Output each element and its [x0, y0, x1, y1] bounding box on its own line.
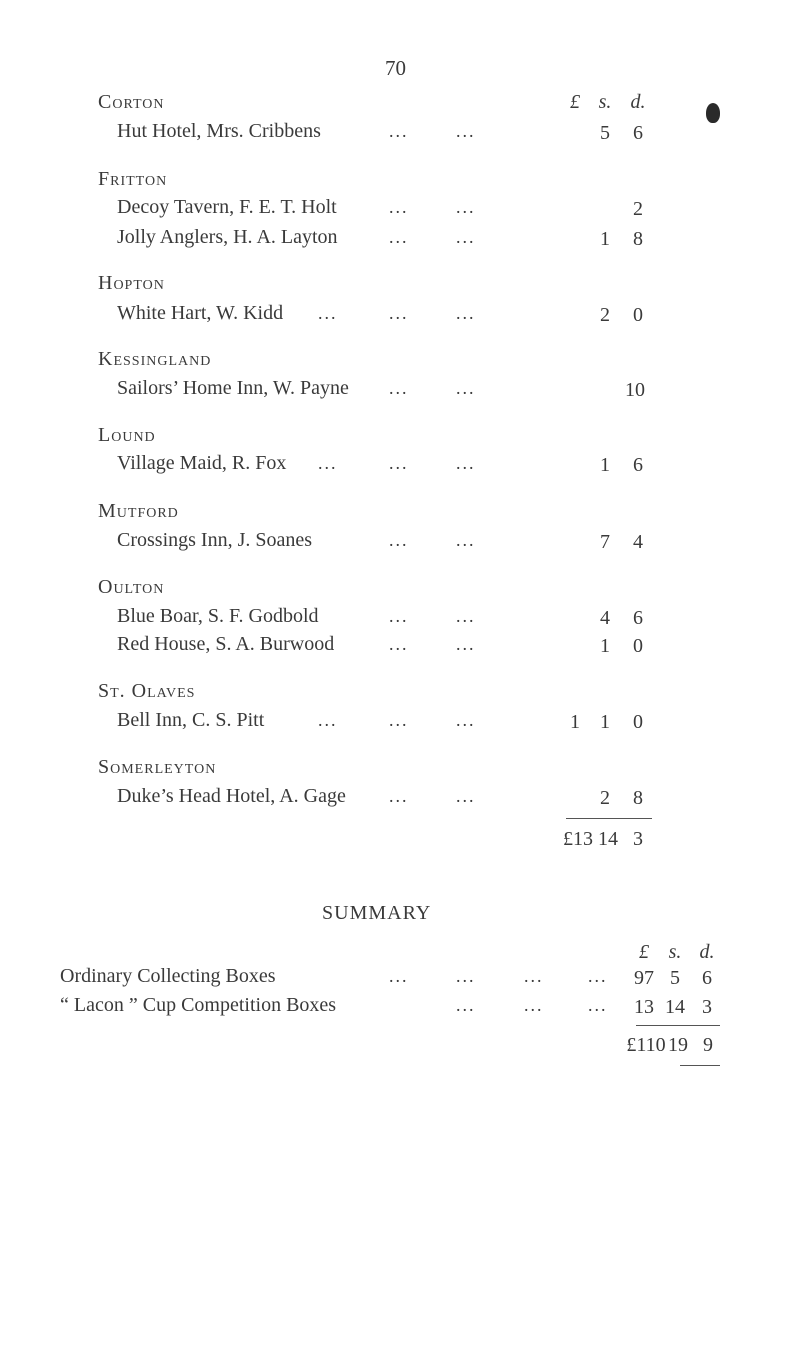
- leader-dots: ...: [389, 710, 409, 730]
- leader-dots: ...: [456, 121, 476, 141]
- section-heading-fritton: Fritton: [98, 168, 168, 190]
- leader-dots: ...: [456, 530, 476, 550]
- shillings-value: 4: [600, 607, 610, 629]
- pence-value: 6: [633, 607, 643, 629]
- summary-total-rule-bottom: [680, 1065, 720, 1066]
- leader-dots: ...: [456, 634, 476, 654]
- summary-pounds-header: £: [639, 941, 649, 963]
- entry-name: Hut Hotel, Mrs. Cribbens: [117, 120, 321, 142]
- entry-name: Blue Boar, S. F. Godbold: [117, 605, 319, 627]
- entry-name: Decoy Tavern, F. E. T. Holt: [117, 196, 337, 218]
- ink-stain: [706, 103, 720, 123]
- leader-dots: ...: [456, 606, 476, 626]
- leader-dots: ...: [389, 606, 409, 626]
- pence-value: 8: [633, 787, 643, 809]
- pence-value: 6: [633, 454, 643, 476]
- section-heading-hopton: Hopton: [98, 272, 165, 294]
- leader-dots: ...: [389, 453, 409, 473]
- leader-dots: ...: [389, 197, 409, 217]
- leader-dots: ...: [389, 227, 409, 247]
- summary-pounds-value: 97: [634, 967, 654, 989]
- summary-total-shillings: 19: [668, 1034, 688, 1056]
- leader-dots: ...: [389, 303, 409, 323]
- shillings-value: 5: [600, 122, 610, 144]
- leader-dots: ...: [389, 530, 409, 550]
- leader-dots: ...: [588, 966, 608, 986]
- pence-value: 0: [633, 711, 643, 733]
- summary-pence-value: 6: [702, 967, 712, 989]
- leader-dots: ...: [588, 995, 608, 1015]
- total-pounds: £13: [563, 828, 593, 850]
- leader-dots: ...: [456, 303, 476, 323]
- shillings-value: 7: [600, 531, 610, 553]
- leader-dots: ...: [456, 710, 476, 730]
- total-pence: 3: [633, 828, 643, 850]
- shillings-value: 1: [600, 454, 610, 476]
- leader-dots: ...: [389, 378, 409, 398]
- shillings-value: 1: [600, 711, 610, 733]
- pence-value: 4: [633, 531, 643, 553]
- pence-value: 10: [625, 379, 645, 401]
- summary-shillings-header: s.: [668, 941, 682, 963]
- shillings-value: 2: [600, 787, 610, 809]
- page-number: 70: [385, 56, 406, 80]
- section-heading-corton: Corton: [98, 91, 165, 113]
- pence-header: d.: [630, 91, 646, 113]
- leader-dots: ...: [524, 966, 544, 986]
- shillings-header: s.: [598, 91, 612, 113]
- section-heading-kessingland: Kessingland: [98, 348, 212, 370]
- pounds-header: £: [570, 91, 580, 113]
- section-heading-somerleyton: Somerleyton: [98, 756, 217, 778]
- summary-pounds-value: 13: [634, 996, 654, 1018]
- leader-dots: ...: [318, 710, 338, 730]
- leader-dots: ...: [456, 995, 476, 1015]
- leader-dots: ...: [318, 453, 338, 473]
- leader-dots: ...: [389, 634, 409, 654]
- summary-pence-header: d.: [699, 941, 715, 963]
- entry-name: Bell Inn, C. S. Pitt: [117, 709, 265, 731]
- leader-dots: ...: [389, 966, 409, 986]
- total-rule-top: [566, 818, 652, 819]
- section-heading-oulton: Oulton: [98, 576, 165, 598]
- leader-dots: ...: [389, 786, 409, 806]
- leader-dots: ...: [456, 786, 476, 806]
- leader-dots: ...: [456, 227, 476, 247]
- summary-shillings-value: 5: [670, 967, 680, 989]
- entry-name: Sailors’ Home Inn, W. Payne: [117, 377, 349, 399]
- summary-total-pence: 9: [703, 1034, 713, 1056]
- entry-name: Crossings Inn, J. Soanes: [117, 529, 313, 551]
- entry-name: Jolly Anglers, H. A. Layton: [117, 226, 338, 248]
- pence-value: 0: [633, 635, 643, 657]
- summary-shillings-value: 14: [665, 996, 685, 1018]
- summary-total-pounds: £110: [626, 1034, 666, 1056]
- entry-name: White Hart, W. Kidd: [117, 302, 284, 324]
- leader-dots: ...: [456, 197, 476, 217]
- shillings-value: 2: [600, 304, 610, 326]
- pounds-value: 1: [570, 711, 580, 733]
- shillings-value: 1: [600, 635, 610, 657]
- pence-value: 0: [633, 304, 643, 326]
- shillings-value: 1: [600, 228, 610, 250]
- leader-dots: ...: [524, 995, 544, 1015]
- summary-title: SUMMARY: [322, 902, 432, 924]
- leader-dots: ...: [456, 453, 476, 473]
- leader-dots: ...: [318, 303, 338, 323]
- summary-pence-value: 3: [702, 996, 712, 1018]
- entry-name: Duke’s Head Hotel, A. Gage: [117, 785, 346, 807]
- pence-value: 6: [633, 122, 643, 144]
- section-heading-lound: Lound: [98, 424, 156, 446]
- summary-entry-name: “ Lacon ” Cup Competition Boxes: [60, 994, 337, 1016]
- summary-entry-name: Ordinary Collecting Boxes: [60, 965, 276, 987]
- leader-dots: ...: [456, 378, 476, 398]
- leader-dots: ...: [456, 966, 476, 986]
- pence-value: 2: [633, 198, 643, 220]
- total-shillings: 14: [598, 828, 618, 850]
- leader-dots: ...: [389, 121, 409, 141]
- section-heading-st-olaves: St. Olaves: [98, 680, 196, 702]
- entry-name: Village Maid, R. Fox: [117, 452, 287, 474]
- section-heading-mutford: Mutford: [98, 500, 179, 522]
- entry-name: Red House, S. A. Burwood: [117, 633, 335, 655]
- pence-value: 8: [633, 228, 643, 250]
- summary-total-rule-top: [636, 1025, 720, 1026]
